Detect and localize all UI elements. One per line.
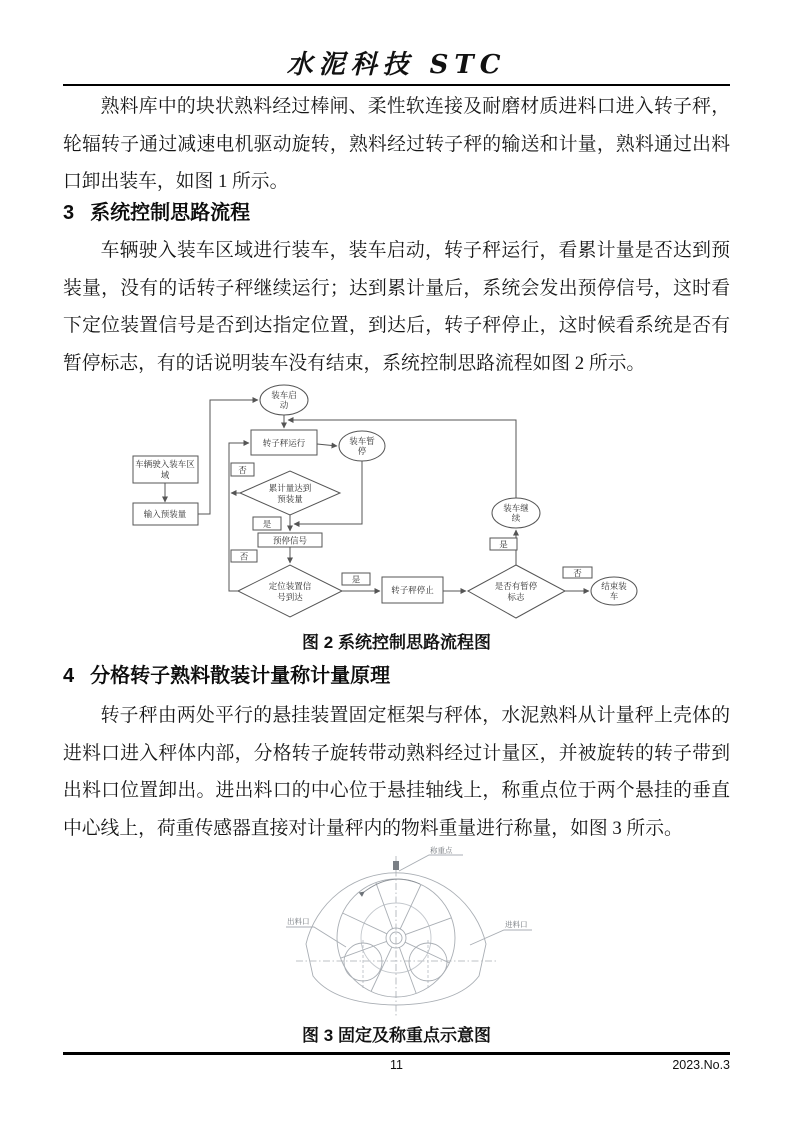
inlet-label bbox=[470, 919, 532, 945]
svg-text:预停信号: 预停信号 bbox=[272, 535, 308, 546]
svg-text:否: 否 bbox=[239, 551, 249, 562]
flowchart-node-prestop-signal bbox=[258, 533, 322, 547]
figure-2-flowchart bbox=[100, 383, 700, 626]
flowchart-label-no-3 bbox=[563, 567, 592, 578]
flowchart-label-no-2 bbox=[231, 550, 257, 562]
svg-text:称重点: 称重点 bbox=[430, 846, 453, 855]
paragraph-control-flow: 车辆驶入装车区域进行装车，装车启动，转子秤运行，看累计量是否达到预装量，没有的话转子秤继续运行；达到累计量后，系统会发出预停信号，这时看下定位装置信号是否到达指定位置，到达后，转子秤停止，这时候看系统是否有暂停标志，有的话说明装车没有结束，系统控制思路流程如图 2 所示。 bbox=[63, 240, 730, 374]
section-3-title: 系统控制思路流程 bbox=[90, 202, 251, 224]
svg-text:累计量达到预装量: 累计量达到预装量 bbox=[268, 483, 312, 504]
journal-title: 水泥科技 STC bbox=[286, 50, 507, 80]
svg-text:车辆驶入装车区域: 车辆驶入装车区域 bbox=[135, 459, 195, 480]
flowchart-node-loading-continue bbox=[492, 498, 540, 528]
flowchart-edges bbox=[165, 400, 589, 591]
svg-text:定位装置信号到达: 定位装置信号到达 bbox=[268, 581, 312, 602]
svg-text:装车暂停: 装车暂停 bbox=[349, 436, 375, 456]
figure-3-drawing bbox=[280, 840, 540, 1018]
section-3-heading bbox=[63, 196, 730, 225]
svg-text:转子秤停止: 转子秤停止 bbox=[391, 585, 434, 595]
svg-text:装车继续: 装车继续 bbox=[503, 503, 529, 523]
rotation-arrow bbox=[364, 879, 420, 892]
flowchart-decision-pause-flag bbox=[468, 565, 565, 618]
svg-text:否: 否 bbox=[238, 465, 247, 475]
flowchart-node-loading-start bbox=[260, 385, 308, 415]
section-4-title: 分格转子熟料散装计量称计量原理 bbox=[90, 665, 391, 687]
svg-text:输入预装量: 输入预装量 bbox=[143, 509, 187, 519]
svg-text:转子秤运行: 转子秤运行 bbox=[262, 438, 306, 448]
page-number: 11 bbox=[390, 1058, 403, 1072]
svg-text:是否有暂停标志: 是否有暂停标志 bbox=[494, 581, 538, 602]
flowchart-label-yes-1 bbox=[253, 517, 281, 530]
section-3-number: 3 bbox=[63, 202, 75, 224]
svg-text:装车启动: 装车启动 bbox=[271, 390, 297, 410]
svg-text:出料口: 出料口 bbox=[287, 917, 310, 926]
flowchart-label-no-1 bbox=[231, 463, 254, 476]
flowchart-label-yes-2 bbox=[342, 573, 370, 585]
flowchart-label-yes-3 bbox=[490, 538, 517, 550]
svg-text:否: 否 bbox=[573, 568, 582, 578]
weigh-point-marker bbox=[393, 861, 399, 870]
svg-text:结束装车: 结束装车 bbox=[601, 581, 627, 601]
section-4-number: 4 bbox=[63, 665, 75, 687]
weigh-point-label bbox=[399, 845, 463, 871]
section-4-heading bbox=[63, 659, 730, 688]
footer-rule bbox=[63, 1052, 730, 1055]
flowchart-node-loading-end bbox=[591, 577, 637, 605]
flowchart-decision-reach-preset bbox=[240, 471, 340, 515]
figure-3-caption: 图 3 固定及称重点示意图 bbox=[302, 1026, 491, 1045]
header-rule bbox=[63, 84, 730, 86]
paragraph-weighing-principle: 转子秤由两处平行的悬挂装置固定框架与秤体，水泥熟料从计量秤上壳体的进料口进入秤体内部，分格转子旋转带动熟料经过计量区，并被旋转的转子带到出料口位置卸出。进出料口的中心位于悬挂轴线上，称重点位于两个悬挂的垂直中心线上，荷重传感器直接对计量秤内的物料重量进行称量，如图 3 所示。 bbox=[63, 705, 730, 839]
svg-text:是: 是 bbox=[262, 519, 272, 529]
issue-number: 2023.No.3 bbox=[672, 1058, 730, 1072]
figure-2-caption: 图 2 系统控制思路流程图 bbox=[302, 633, 491, 652]
flowchart-decision-positioning-arrived bbox=[238, 565, 342, 617]
flowchart-node-rotor-stop bbox=[382, 577, 443, 603]
flowchart-node-rotor-run bbox=[251, 430, 317, 455]
flowchart-node-vehicle-enter bbox=[133, 456, 198, 483]
svg-text:是: 是 bbox=[499, 539, 508, 550]
paragraph-intro: 熟料库中的块状熟料经过棒闸、柔性软连接及耐磨材质进料口进入转子秤，轮辐转子通过减速电机驱动旋转，熟料经过转子秤的输送和计量，熟料通过出料口卸出装车，如图 1 所示。 bbox=[63, 96, 730, 192]
svg-text:进料口: 进料口 bbox=[505, 920, 528, 929]
flowchart-node-input-preset bbox=[133, 503, 198, 525]
flowchart-node-loading-pause bbox=[339, 431, 385, 461]
svg-text:是: 是 bbox=[351, 574, 361, 585]
